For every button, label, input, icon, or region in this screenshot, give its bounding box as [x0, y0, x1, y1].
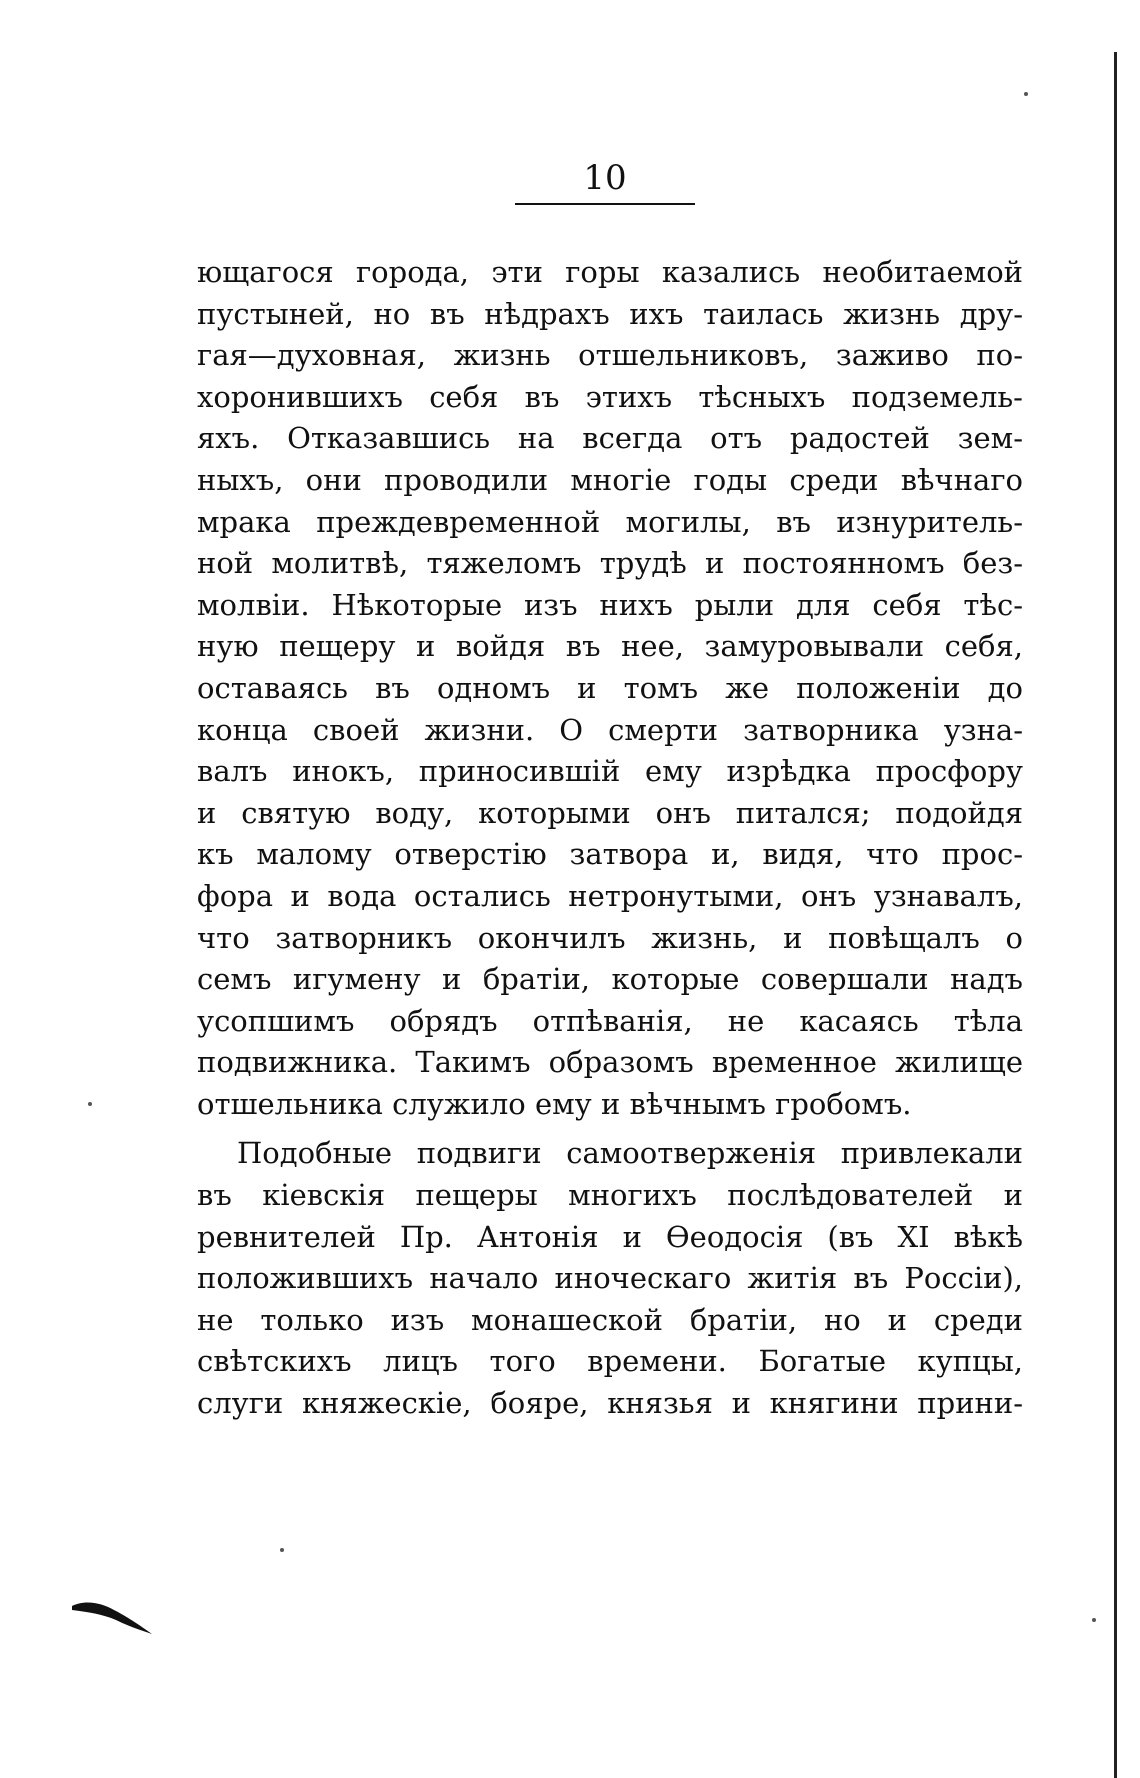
text-line: молвіи. Нѣкоторые изъ нихъ рыли для себя тѣс-	[197, 587, 1023, 622]
ink-blot	[70, 1598, 154, 1636]
paper-speck	[1092, 1618, 1096, 1622]
text-line: подвижника. Такимъ образомъ временное жилище	[197, 1045, 1023, 1080]
text-line: хоронившихъ себя въ этихъ тѣсныхъ подземель-	[197, 379, 1023, 414]
text-line: отшельника служило ему и вѣчнымъ гробомъ.	[197, 1086, 912, 1121]
text-line: ную пещеру и войдя въ нее, замуровывали себя,	[197, 629, 1023, 664]
text-line: положившихъ начало иноческаго житія въ Россіи),	[197, 1261, 1023, 1296]
text-line: фора и вода остались нетронутыми, онъ узнавалъ,	[197, 878, 1023, 913]
text-line: семъ игумену и братіи, которые совершали надъ	[197, 962, 1023, 997]
text-line: и святую воду, которыми онъ питался; подойдя	[197, 795, 1023, 830]
text-line: въ кіевскія пещеры многихъ послѣдователей и	[197, 1178, 1023, 1213]
paragraph-1	[197, 252, 1023, 1125]
text-line: мрака преждевременной могилы, въ изнуритель-	[197, 504, 1023, 539]
paper-speck	[88, 1102, 92, 1106]
text-line: слуги княжескіе, бояре, князья и княгини прини-	[197, 1386, 1023, 1421]
page-number-rule	[515, 203, 695, 205]
text-line: валъ инокъ, приносившій ему изрѣдка просфору	[197, 754, 1023, 789]
text-line: оставаясь въ одномъ и томъ же положеніи до	[197, 670, 1023, 705]
text-line: ревнителей Пр. Антонія и Ѳеодосія (въ XI вѣкѣ	[197, 1219, 1023, 1254]
text-block	[197, 252, 1023, 1425]
text-line: не только изъ монашеской братіи, но и среди	[197, 1302, 1023, 1337]
text-line: пустыней, но въ нѣдрахъ ихъ таилась жизнь дру-	[197, 296, 1023, 331]
paper-speck	[1024, 92, 1028, 96]
text-line: свѣтскихъ лицъ того времени. Богатые купцы,	[197, 1344, 1023, 1379]
text-line: къ малому отверстію затвора и, видя, что прос-	[197, 837, 1023, 872]
text-line: ной молитвѣ, тяжеломъ трудѣ и постоянномъ без-	[197, 546, 1023, 581]
text-line: яхъ. Отказавшись на всегда отъ радостей зем-	[197, 421, 1023, 456]
text-line: что затворникъ окончилъ жизнь, и повѣщалъ о	[197, 920, 1023, 955]
page-number: 10	[583, 158, 627, 198]
text-line: усопшимъ обрядъ отпѣванія, не касаясь тѣла	[197, 1003, 1023, 1038]
text-line: ющагося города, эти горы казались необитаемой	[197, 255, 1023, 289]
text-line: гая—духовная, жизнь отшельниковъ, заживо по-	[197, 338, 1023, 373]
paper-speck	[280, 1548, 284, 1552]
text-line: Подобные подвиги самоотверженія привлекали	[237, 1136, 1023, 1171]
paragraph-gap	[197, 1125, 1023, 1133]
page-edge	[1114, 52, 1117, 1778]
paragraph-2	[197, 1133, 1023, 1424]
text-line: ныхъ, они проводили многіе годы среди вѣчнаго	[197, 462, 1023, 497]
text-line: конца своей жизни. О смерти затворника узна-	[197, 712, 1023, 747]
